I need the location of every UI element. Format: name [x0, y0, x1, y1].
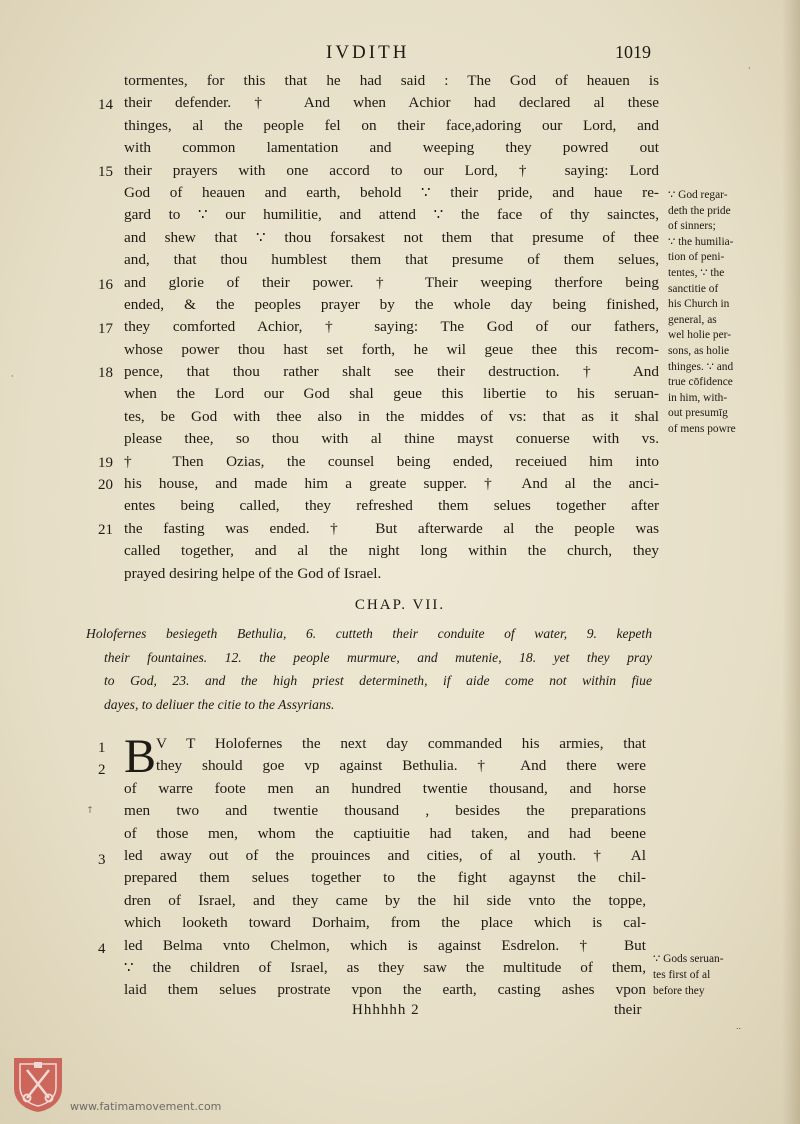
text-line: their fountaines. 12. the people murmure, and mutenie, 18. yet they pray [104, 649, 652, 665]
verse-number: 1 [98, 740, 106, 756]
margin-note-line: general, as [668, 313, 717, 326]
text-line: pence, that thou rather shalt see their destruction. † And [124, 363, 659, 381]
papal-keys-shield-icon [10, 1054, 66, 1114]
signature-mark: Hhhhhh 2 [352, 1002, 420, 1018]
text-line: led away out of the prouinces and cities, of al youth. † Al [124, 846, 646, 864]
speck: · [748, 64, 751, 73]
text-line: thinges, al the people fel on their face,adoring our Lord, and [124, 116, 659, 134]
text-line: with common lamentation and weeping they powred out [124, 139, 659, 157]
margin-note-upper [668, 188, 786, 438]
text-line: entes being called, they refreshed them selues together after [124, 497, 659, 515]
margin-note-line: tes first of al [653, 969, 711, 981]
catchword: their [614, 1002, 642, 1018]
text-line: the fasting was ended. † But afterwarde al the people was [124, 519, 659, 537]
margin-note-line: deth the pride [668, 204, 731, 217]
margin-note-line: ∵ the humilia- [668, 235, 734, 248]
verse-number: 17 [98, 321, 113, 337]
text-line: called together, and al the night long within the church, they [124, 542, 659, 560]
verse-number: 19 [98, 455, 113, 471]
verse-number: 2 [98, 762, 106, 778]
margin-note-line: ∵ Gods seruan- [653, 953, 724, 965]
text-line: please thee, so thou with al thine mayst conuerse with vs. [124, 430, 659, 448]
margin-note-lower [653, 951, 771, 999]
text-line: tes, be God with thee also in the middes of vs: that as it shal [124, 407, 659, 425]
margin-note-line: sons, as holie [668, 344, 730, 357]
text-line: ended, & the peoples prayer by the whole day being finished, [124, 295, 659, 313]
text-line: they should goe vp against Bethulia. † And there were [156, 757, 646, 775]
margin-note-line: of sinners; [668, 220, 716, 233]
margin-note-line: tentes, ∵ the [668, 266, 725, 279]
verse-number: 16 [98, 277, 113, 293]
text-line: they comforted Achior, † saying: The God of our fathers, [124, 318, 659, 336]
verse-number: 20 [98, 477, 113, 493]
body-text-lower [124, 730, 646, 1002]
text-line: prayed desiring helpe of the God of Israel. [124, 564, 382, 582]
verse-number: 14 [98, 97, 113, 113]
text-line: their defender. † And when Achior had declared al these [124, 94, 659, 112]
speck: .. [736, 1022, 742, 1031]
page-edge-shadow [782, 0, 800, 1124]
text-line: tormentes, for this that he had said : The God of heauen is [124, 72, 659, 89]
verse-number: 18 [98, 365, 113, 381]
text-line: of warre foote men an hundred twentie thousand, and horse [124, 779, 646, 797]
text-line: prepared them selues together to the fight agaynst the chil- [124, 869, 646, 887]
text-line: dren of Israel, and they came by the hil side vnto the toppe, [124, 891, 646, 909]
margin-note-line: before they [653, 985, 705, 997]
text-line: and, that thou humblest them that presume of them selues, [124, 251, 659, 269]
verse-number: 21 [98, 522, 113, 538]
margin-note-line: tion of peni- [668, 251, 725, 264]
margin-note-line: ∵ God regar- [668, 189, 728, 201]
drop-cap: B [124, 730, 157, 783]
verse-number: 15 [98, 164, 113, 180]
verse-number: 4 [98, 941, 106, 957]
text-line: ∵ the children of Israel, as they saw the multitude of them, [124, 958, 646, 976]
text-line: and shew that ∵ thou forsakest not them that presume of thee [124, 228, 659, 246]
text-line: laid them selues prostrate vpon the earth, casting ashes vpon [124, 981, 646, 999]
margin-note-line: his Church in [668, 298, 730, 311]
text-line: † Then Ozias, the counsel being ended, receiued him into [124, 452, 659, 470]
page-header [0, 40, 800, 70]
text-line: to God, 23. and the high priest determineth, if aide come not within fiue [104, 673, 652, 688]
text-line: their prayers with one accord to our Lord, † saying: Lord [124, 161, 659, 179]
verse-number: 3 [98, 852, 106, 868]
text-line: his house, and made him a greate supper. † And al the anci- [124, 475, 659, 493]
speck: · [11, 372, 14, 381]
text-line: led Belma vnto Chelmon, which is against Esdrelon. † But [124, 936, 646, 954]
margin-note-line: thinges. ∵ and [668, 360, 734, 373]
body-text-upper [124, 70, 659, 585]
page-number: 1019 [615, 42, 651, 62]
text-line: dayes, to deliuer the citie to the Assyrians. [104, 696, 335, 712]
text-line: men two and twentie thousand , besides the preparations [124, 802, 646, 820]
watermark: www.fatimamovement.com [70, 1100, 222, 1113]
margin-note-line: of mens powre [668, 422, 736, 435]
text-line: and glorie of their power. † Their weeping therfore being [124, 273, 659, 291]
text-line: V T Holofernes the next day commanded his armies, that [156, 735, 646, 752]
margin-note-line: wel holie per- [668, 329, 732, 342]
margin-note-line: sanctitie of [668, 282, 719, 295]
text-line: of those men, whom the captiuitie had taken, and had beene [124, 824, 646, 842]
margin-note-line: out presumīg [668, 407, 728, 420]
text-line: gard to ∵ our humilitie, and attend ∵ the face of thy sainctes, [124, 206, 659, 224]
chapter-heading: CHAP. VII. [354, 597, 446, 613]
text-line: God of heauen and earth, behold ∵ their pride, and haue re- [124, 183, 659, 201]
text-line: which looketh toward Dorhaim, from the place which is cal- [124, 914, 646, 932]
text-line: Holofernes besiegeth Bethulia, 6. cutteth their conduite of water, 9. kepeth [86, 626, 652, 641]
running-head: IVDITH [326, 42, 410, 63]
chapter-summary [86, 622, 652, 716]
text-line: whose power thou hast set forth, he wil geue thee this recom- [124, 340, 659, 358]
text-line: when the Lord our God shal geue this libertie to his seruan- [124, 385, 659, 403]
margin-note-line: in him, with- [668, 391, 728, 404]
speck: † [88, 805, 92, 814]
margin-note-line: true cōfidence [668, 376, 733, 389]
